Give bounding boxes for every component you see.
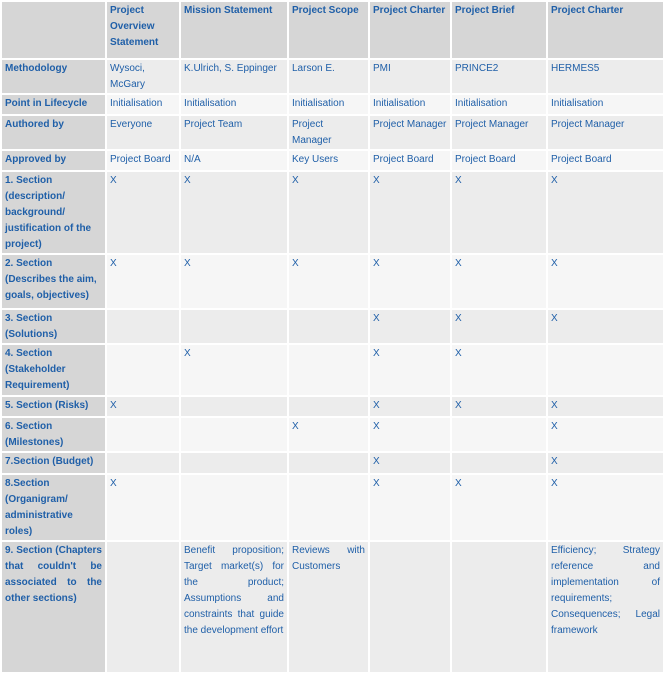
table-cell [181, 418, 287, 451]
table-cell: X [107, 397, 179, 416]
table-cell: Initialisation [548, 95, 663, 114]
table-cell [107, 345, 179, 395]
table-cell: Project Manager [452, 116, 546, 149]
column-header: Project Charter [370, 2, 450, 58]
table-cell: X [181, 255, 287, 308]
table-cell: Initialisation [181, 95, 287, 114]
table-cell: Reviews with Customers [289, 542, 368, 672]
row-header: 7.Section (Budget) [2, 453, 105, 473]
table-cell [107, 418, 179, 451]
row-header: 3. Section (Solutions) [2, 310, 105, 343]
corner-cell [2, 2, 105, 58]
column-header: Project Overview Statement [107, 2, 179, 58]
table-cell: X [370, 172, 450, 253]
header-row [2, 2, 663, 58]
table-cell: X [548, 475, 663, 540]
table-cell: X [370, 255, 450, 308]
table-cell [289, 345, 368, 395]
table-cell: Initialisation [452, 95, 546, 114]
table-cell: Project Board [548, 151, 663, 170]
column-header: Mission Statement [181, 2, 287, 58]
row-header: 5. Section (Risks) [2, 397, 105, 416]
table-row [2, 418, 663, 451]
table-cell: PRINCE2 [452, 60, 546, 93]
table-cell: X [370, 475, 450, 540]
row-header: 9. Section (Chapters that couldn't be associated to the other sections) [2, 542, 105, 672]
table-cell [181, 397, 287, 416]
table-cell: X [107, 172, 179, 253]
table-cell: Initialisation [289, 95, 368, 114]
table-row [2, 151, 663, 170]
table-cell: HERMES5 [548, 60, 663, 93]
table-cell: Project Manager [370, 116, 450, 149]
table-row [2, 345, 663, 395]
table-cell [370, 542, 450, 672]
table-cell: X [107, 475, 179, 540]
row-header: Point in Lifecycle [2, 95, 105, 114]
table-cell: Larson E. [289, 60, 368, 93]
table-cell [548, 345, 663, 395]
table-row [2, 453, 663, 473]
table-row [2, 116, 663, 149]
table-cell: X [548, 310, 663, 343]
table-cell [452, 453, 546, 473]
table-cell: X [181, 345, 287, 395]
table-cell: X [289, 418, 368, 451]
table-cell: X [548, 453, 663, 473]
table-cell: Benefit proposition; Target market(s) for the product; Assumptions and constraints that guide the development effort [181, 542, 287, 672]
table-cell: X [548, 397, 663, 416]
table-cell [181, 453, 287, 473]
row-header: 8.Section (Organigram/ administrative roles) [2, 475, 105, 540]
table-cell [289, 397, 368, 416]
table-row [2, 542, 663, 672]
table-row [2, 310, 663, 343]
table-cell: Efficiency; Strategy reference and implementation of requirements; Consequences; Legal framework [548, 542, 663, 672]
table-cell: PMI [370, 60, 450, 93]
row-header: 2. Section (Describes the aim, goals, objectives) [2, 255, 105, 308]
row-header: Approved by [2, 151, 105, 170]
table-cell: Project Team [181, 116, 287, 149]
table-cell: X [548, 172, 663, 253]
table-cell: Project Board [107, 151, 179, 170]
table-cell: X [370, 453, 450, 473]
table-row [2, 60, 663, 93]
table-cell: X [548, 418, 663, 451]
table-row [2, 255, 663, 308]
table-cell: Project Board [452, 151, 546, 170]
row-header: Authored by [2, 116, 105, 149]
table-cell: Initialisation [107, 95, 179, 114]
table-cell: X [289, 172, 368, 253]
table-cell: X [452, 397, 546, 416]
table-cell: X [452, 172, 546, 253]
table-cell: X [548, 255, 663, 308]
table-cell [107, 542, 179, 672]
table-cell: Project Manager [548, 116, 663, 149]
table-cell [181, 475, 287, 540]
table-row [2, 95, 663, 114]
column-header: Project Brief [452, 2, 546, 58]
row-header: 6. Section (Milestones) [2, 418, 105, 451]
table-cell: Project Manager [289, 116, 368, 149]
table-cell: X [370, 310, 450, 343]
table-cell: X [370, 397, 450, 416]
table-cell: K.Ulrich, S. Eppinger [181, 60, 287, 93]
column-header: Project Scope [289, 2, 368, 58]
table-cell: Key Users [289, 151, 368, 170]
row-header: 4. Section (Stakeholder Requirement) [2, 345, 105, 395]
table-cell: Initialisation [370, 95, 450, 114]
table-cell: X [452, 310, 546, 343]
table-cell: X [452, 475, 546, 540]
column-header: Project Charter [548, 2, 663, 58]
table-cell: Wysoci, McGary [107, 60, 179, 93]
table-cell [289, 310, 368, 343]
table-cell: X [181, 172, 287, 253]
table-cell: X [370, 345, 450, 395]
table-cell: X [452, 345, 546, 395]
table-cell: X [289, 255, 368, 308]
table-cell [181, 310, 287, 343]
row-header: Methodology [2, 60, 105, 93]
table-row [2, 172, 663, 253]
table-row [2, 475, 663, 540]
table-cell: Everyone [107, 116, 179, 149]
table-cell: N/A [181, 151, 287, 170]
table-cell: Project Board [370, 151, 450, 170]
table-cell [107, 310, 179, 343]
table-cell: X [452, 255, 546, 308]
table-cell [289, 453, 368, 473]
table-cell [107, 453, 179, 473]
table-cell [289, 475, 368, 540]
table-row [2, 397, 663, 416]
table-cell [452, 542, 546, 672]
table-cell: X [370, 418, 450, 451]
table-cell: X [107, 255, 179, 308]
table-cell [452, 418, 546, 451]
row-header: 1. Section (description/ background/ justification of the project) [2, 172, 105, 253]
